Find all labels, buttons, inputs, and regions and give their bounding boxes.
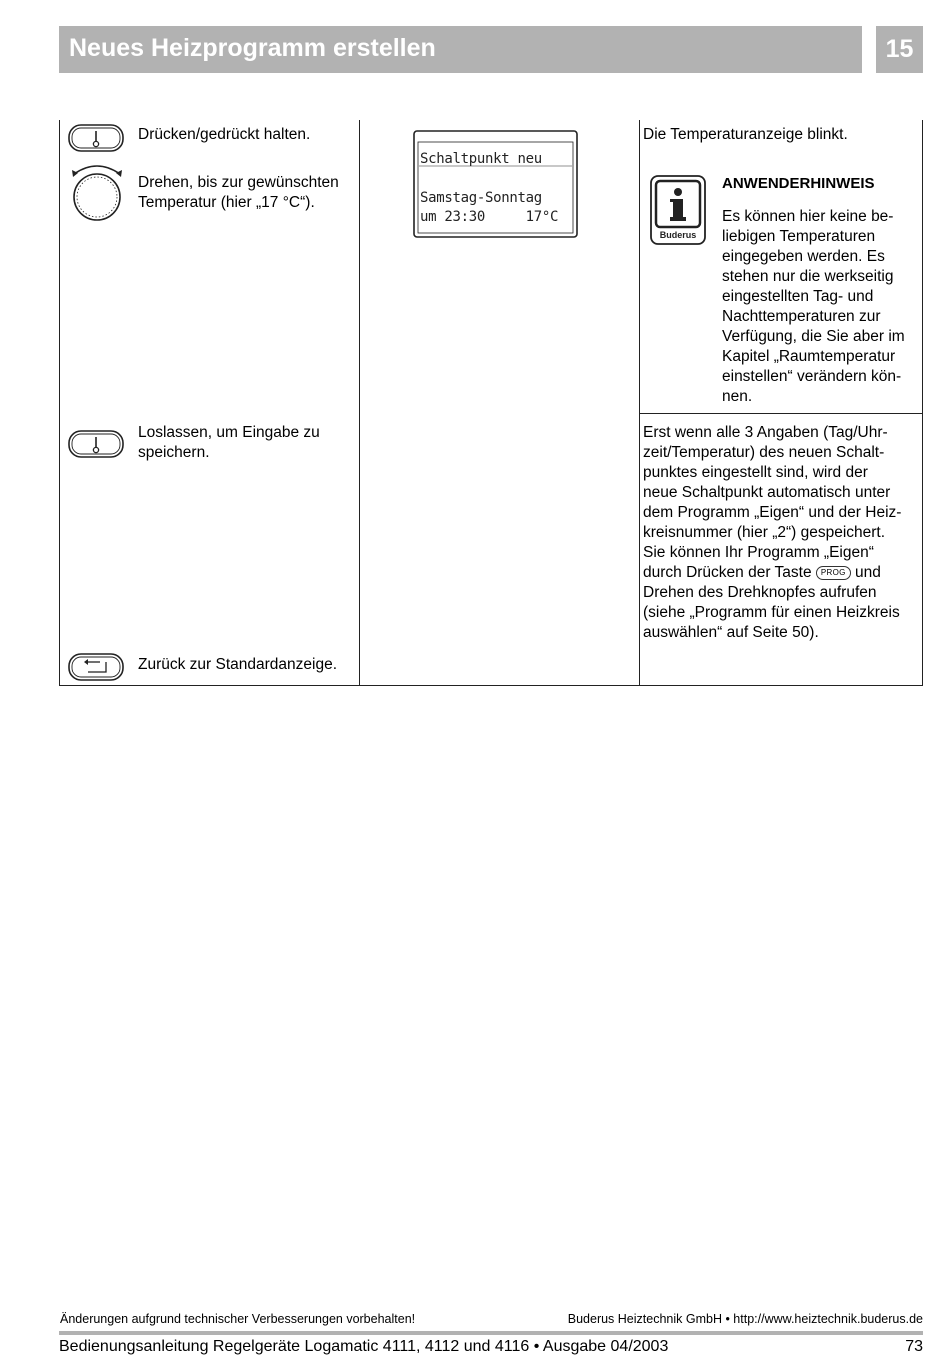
save-line: Drehen des Drehknopfes aufrufen	[643, 584, 877, 601]
hint-text	[722, 207, 920, 407]
save-line-with-key	[643, 563, 923, 583]
column-divider-1	[359, 120, 360, 686]
chapter-number: 15	[876, 26, 923, 73]
thermometer-button-icon	[68, 430, 124, 458]
lcd-line-2: Samstag-Sonntag	[420, 190, 542, 206]
lcd-line-3: um 23:30 17°C	[420, 209, 559, 225]
footer-divider	[59, 1331, 923, 1335]
step-press-text: Drücken/gedrückt halten.	[138, 126, 311, 143]
hint-line: Es können hier keine be-	[722, 208, 894, 225]
save-taste-before: durch Drücken der Taste	[643, 564, 812, 581]
back-button-icon	[68, 653, 124, 681]
save-taste-after: und	[854, 564, 881, 581]
page-number: 73	[905, 1338, 923, 1355]
save-info-text	[643, 423, 923, 643]
hint-line: eingegeben werden. Es	[722, 248, 885, 265]
step-turn-line2: Temperatur (hier „17 °C“).	[138, 194, 315, 211]
save-line: punktes eingestellt sind, wird der	[643, 464, 868, 481]
hint-title: ANWENDERHINWEIS	[722, 175, 875, 192]
save-line: Sie können Ihr Programm „Eigen“	[643, 544, 874, 561]
step-back-text: Zurück zur Standardanzeige.	[138, 656, 338, 673]
step-release-line1: Loslassen, um Eingabe zu	[138, 424, 320, 441]
step-release-line2: speichern.	[138, 444, 210, 461]
save-line: Erst wenn alle 3 Angaben (Tag/Uhr-	[643, 424, 888, 441]
hint-line: einstellen“ verändern kön-	[722, 368, 902, 385]
buderus-logo-text: Buderus	[659, 230, 697, 240]
footer-company: Buderus Heiztechnik GmbH • http://www.heiztechnik.buderus.de	[567, 1312, 923, 1326]
footer-manual-title: Bedienungsanleitung Regelgeräte Logamatic 4111, 4112 und 4116 • Ausgabe 04/2003	[59, 1338, 669, 1355]
save-line: kreisnummer (hier „2“) gespeichert.	[643, 524, 886, 541]
lcd-line-1: Schaltpunkt neu	[420, 151, 542, 167]
save-line: (siehe „Programm für einen Heizkreis	[643, 604, 900, 621]
header-bar	[59, 26, 862, 73]
save-line: zeit/Temperatur) des neuen Schalt-	[643, 444, 885, 461]
hint-line: Kapitel „Raumtemperatur	[722, 348, 896, 365]
hint-line: Nachttemperaturen zur	[722, 308, 881, 325]
page-title: Neues Heizprogramm erstellen	[69, 34, 436, 62]
row-divider	[640, 413, 923, 414]
save-line: auswählen“ auf Seite 50).	[643, 624, 819, 641]
rotary-knob-icon	[68, 160, 126, 226]
save-line: neue Schaltpunkt automatisch unter	[643, 484, 891, 501]
prog-key-icon: PROG	[816, 566, 851, 580]
hint-line: eingestellten Tag- und	[722, 288, 874, 305]
step-turn-line1: Drehen, bis zur gewünschten	[138, 174, 339, 191]
hint-line: liebigen Temperaturen	[722, 228, 876, 245]
hint-line: stehen nur die werkseitig	[722, 268, 894, 285]
blink-text: Die Temperaturanzeige blinkt.	[643, 126, 848, 143]
column-divider-2	[639, 120, 640, 686]
hint-line: nen.	[722, 388, 753, 405]
hint-line: Verfügung, die Sie aber im	[722, 328, 905, 345]
save-line: dem Programm „Eigen“ und der Heiz-	[643, 504, 902, 521]
thermometer-button-icon	[68, 124, 124, 152]
footer-disclaimer: Änderungen aufgrund technischer Verbesserungen vorbehalten!	[60, 1312, 416, 1326]
info-icon	[650, 175, 706, 245]
